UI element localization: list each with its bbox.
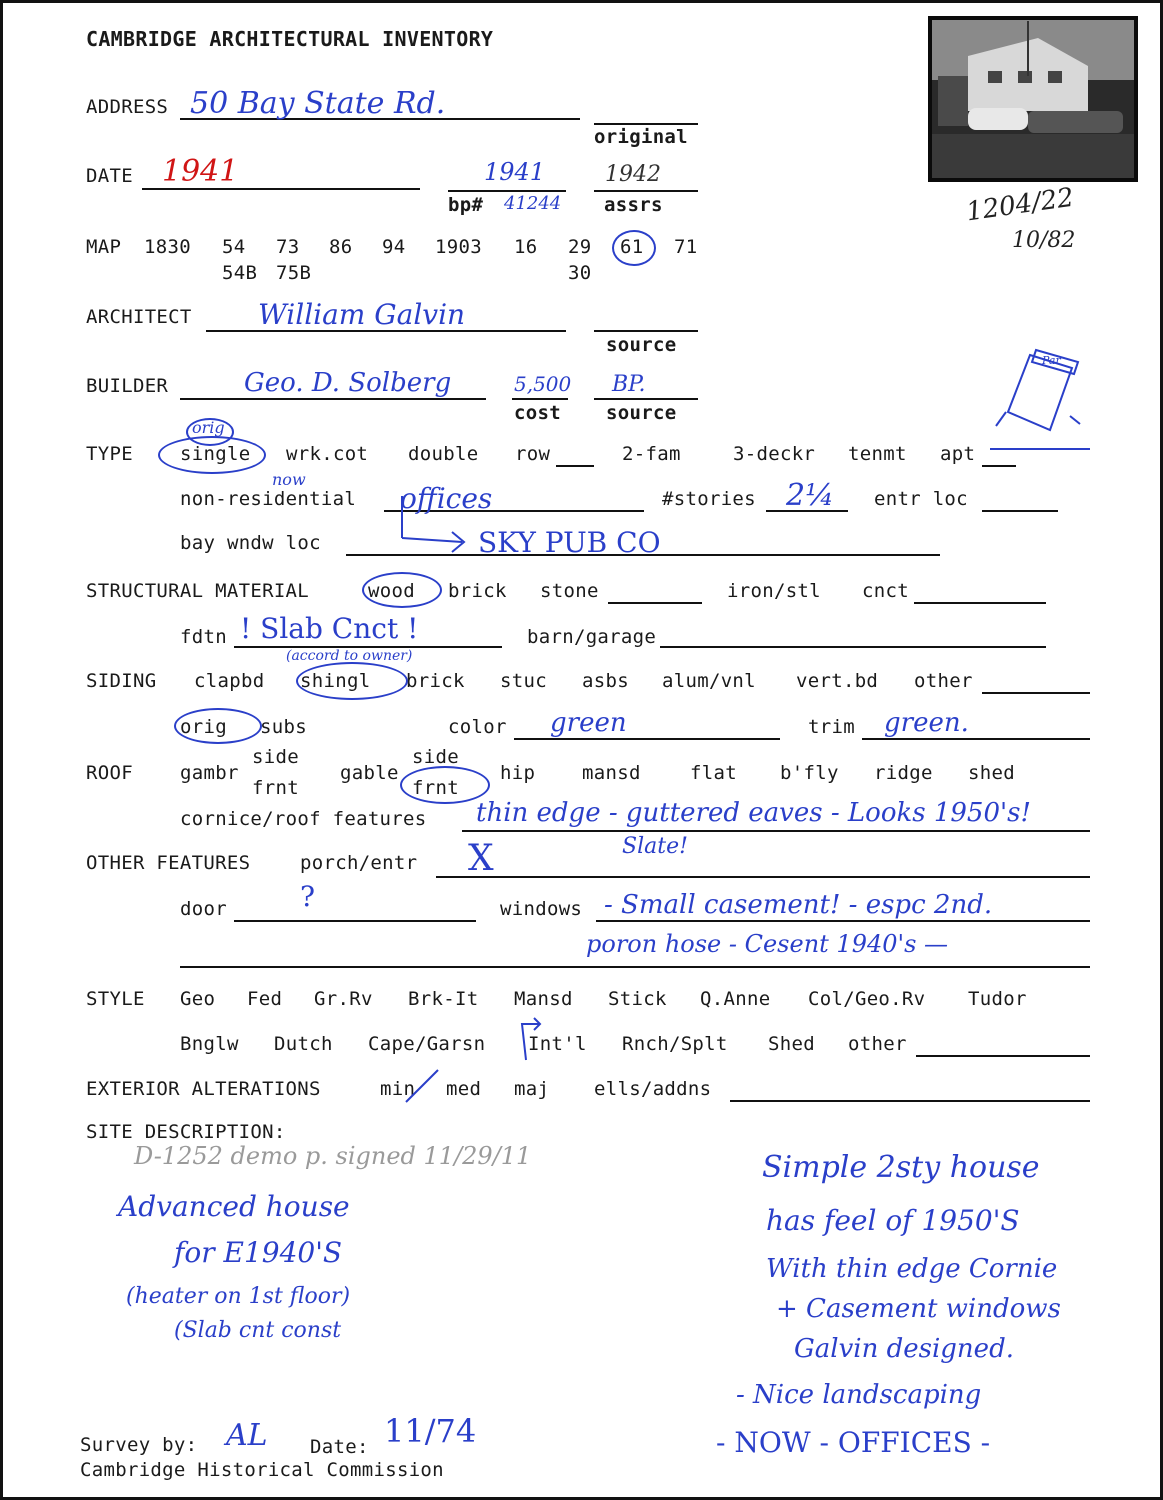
- type-single: single: [180, 443, 251, 465]
- map-1903: 1903: [435, 236, 482, 258]
- assrs-year: 1942: [605, 162, 661, 187]
- map-label: MAP: [86, 236, 122, 258]
- map-71: 71: [674, 236, 698, 258]
- building-photo: [928, 16, 1138, 182]
- type-tenmt: tenmt: [848, 443, 907, 465]
- map-16: 16: [514, 236, 538, 258]
- windows-label: windows: [500, 898, 583, 920]
- architect-source-label: source: [606, 334, 677, 356]
- nonres-value: offices: [400, 482, 493, 515]
- porch-line: [436, 876, 1090, 878]
- struct-brick: brick: [448, 580, 507, 602]
- roof-label: ROOF: [86, 762, 133, 784]
- cost-label: cost: [514, 402, 561, 424]
- bp-label: bp#: [448, 194, 484, 216]
- type-row: row: [515, 443, 551, 465]
- door-value: ?: [300, 880, 316, 913]
- struct-wood-circle: [362, 572, 442, 608]
- type-double: double: [408, 443, 479, 465]
- style-mansd: Mansd: [514, 988, 573, 1010]
- roof-flat: flat: [690, 762, 737, 784]
- form-title: CAMBRIDGE ARCHITECTURAL INVENTORY: [86, 27, 494, 51]
- site-left-note-2: for E1940'S: [174, 1236, 343, 1269]
- siding-vertbd: vert.bd: [796, 670, 879, 692]
- siding-subs: subs: [260, 716, 307, 738]
- map-73: 73: [276, 236, 300, 258]
- style-cape: Cape/Garsn: [368, 1033, 486, 1055]
- site-right-note-5: Galvin designed.: [794, 1334, 1014, 1364]
- siding-orig: orig: [180, 716, 227, 738]
- roof-frnt-1: frnt: [252, 777, 299, 799]
- style-brkit: Brk-It: [408, 988, 479, 1010]
- survey-label: Survey by:: [80, 1434, 198, 1456]
- color-label: color: [448, 716, 507, 738]
- door-line: [234, 920, 476, 922]
- footer-date-value: 11/74: [384, 1412, 477, 1450]
- roof-ridge: ridge: [874, 762, 933, 784]
- siding-clapbd: clapbd: [194, 670, 265, 692]
- stories-label: #stories: [662, 488, 756, 510]
- arrow-icon: [380, 490, 480, 560]
- fdtn-note: (accord to owner): [286, 648, 413, 664]
- siding-brick: brick: [406, 670, 465, 692]
- margin-note-1: 1204/22: [964, 182, 1076, 228]
- door-label: door: [180, 898, 227, 920]
- site-left-note-3: (heater on 1st floor): [126, 1284, 351, 1309]
- site-right-note-6: - Nice landscaping: [736, 1380, 982, 1410]
- siding-alum: alum/vnl: [662, 670, 756, 692]
- style-tudor: Tudor: [968, 988, 1027, 1010]
- struct-stone: stone: [540, 580, 599, 602]
- builder-source-line: [594, 398, 698, 400]
- original-label: original: [594, 126, 688, 148]
- map-54b: 54B: [222, 262, 258, 284]
- other-features-label: OTHER FEATURES: [86, 852, 251, 874]
- type-orig-note: orig: [192, 418, 225, 437]
- map-61-circle: [612, 230, 656, 266]
- nonres-label: non-residential: [180, 488, 357, 510]
- siding-stuc: stuc: [500, 670, 547, 692]
- bay-value: SKY PUB CO: [478, 526, 661, 559]
- style-fed: Fed: [247, 988, 283, 1010]
- builder-source-value: BP.: [612, 372, 646, 397]
- map-54: 54: [222, 236, 246, 258]
- builder-value: Geo. D. Solberg: [244, 368, 452, 398]
- style-geo: Geo: [180, 988, 216, 1010]
- windows-value: - Small casement! - espc 2nd.: [604, 890, 993, 920]
- architect-source-line: [594, 330, 698, 332]
- roof-mansd: mansd: [582, 762, 641, 784]
- builder-source-label: source: [606, 402, 677, 424]
- architect-label: ARCHITECT: [86, 306, 192, 328]
- struct-iron: iron/stl: [727, 580, 821, 602]
- struct-wood: wood: [368, 580, 415, 602]
- map-61: 61: [620, 236, 644, 258]
- style-other-line: [916, 1055, 1090, 1057]
- roof-side-2: side: [412, 746, 459, 768]
- row-line: [556, 465, 594, 467]
- footer-date-label: Date:: [310, 1436, 369, 1458]
- porch-value: X: [468, 838, 494, 879]
- cnct-line: [914, 602, 1046, 604]
- type-3deckr: 3-deckr: [733, 443, 816, 465]
- assrs-line: [594, 190, 698, 192]
- type-wrkcot: wrk.cot: [286, 443, 369, 465]
- roof-frnt-2: frnt: [412, 777, 459, 799]
- map-1830: 1830: [144, 236, 191, 258]
- alterations-label: EXTERIOR ALTERATIONS: [86, 1078, 321, 1100]
- slate-note: Slate!: [622, 834, 688, 859]
- siding-label: SIDING: [86, 670, 157, 692]
- site-right-note-1: Simple 2sty house: [762, 1150, 1040, 1185]
- site-right-note-2: has feel of 1950'S: [766, 1204, 1020, 1237]
- style-rnch: Rnch/Splt: [622, 1033, 728, 1055]
- cornice-label: cornice/roof features: [180, 808, 427, 830]
- style-shed: Shed: [768, 1033, 815, 1055]
- map-29: 29: [568, 236, 592, 258]
- siding-shingl: shingl: [300, 670, 371, 692]
- sketch-label: Par: [1042, 354, 1061, 367]
- roof-hip: hip: [500, 762, 536, 784]
- cost-line: [512, 398, 568, 400]
- trim-value: green.: [884, 708, 969, 738]
- bp-line: [448, 190, 566, 192]
- map-86: 86: [329, 236, 353, 258]
- site-right-note-7: - NOW - OFFICES -: [716, 1426, 991, 1459]
- alt-ells: ells/addns: [594, 1078, 712, 1100]
- struct-cnct: cnct: [862, 580, 909, 602]
- barn-label: barn/garage: [527, 626, 657, 648]
- roof-shed: shed: [968, 762, 1015, 784]
- roof-bfly: b'fly: [780, 762, 839, 784]
- style-other: other: [848, 1033, 907, 1055]
- stories-value: 2¼: [786, 478, 835, 513]
- siding-other: other: [914, 670, 973, 692]
- cornice-line: [462, 830, 1090, 832]
- roof-gable: gable: [340, 762, 399, 784]
- stone-line: [608, 602, 702, 604]
- siding-orig-circle: [174, 708, 262, 744]
- fdtn-label: fdtn: [180, 626, 227, 648]
- bay-label: bay wndw loc: [180, 532, 321, 554]
- entr-loc-line: [982, 510, 1058, 512]
- color-line: [514, 738, 780, 740]
- original-line: [594, 123, 698, 125]
- type-2fam: 2-fam: [622, 443, 681, 465]
- builder-label: BUILDER: [86, 375, 169, 397]
- fdtn-value: ! Slab Cnct !: [240, 612, 419, 645]
- windows-line: [596, 920, 1090, 922]
- cornice-value: thin edge - guttered eaves - Looks 1950's!: [476, 798, 1031, 828]
- style-qanne: Q.Anne: [700, 988, 771, 1010]
- address-value: 50 Bay State Rd.: [190, 86, 446, 121]
- style-dutch: Dutch: [274, 1033, 333, 1055]
- architect-value: William Galvin: [258, 298, 466, 331]
- type-apt: apt: [940, 443, 976, 465]
- entr-loc-label: entr loc: [874, 488, 968, 510]
- alt-med: med: [446, 1078, 482, 1100]
- siding-shingl-circle: [296, 662, 408, 700]
- site-sketch: [990, 340, 1100, 440]
- alt-min: min: [380, 1078, 416, 1100]
- trim-label: trim: [808, 716, 855, 738]
- date-label: DATE: [86, 165, 133, 187]
- windows-line-2: [180, 966, 1090, 968]
- alt-maj: maj: [514, 1078, 550, 1100]
- address-label: ADDRESS: [86, 96, 169, 118]
- alt-slash-mark: [400, 1066, 450, 1106]
- map-30: 30: [568, 262, 592, 284]
- site-left-note-4: (Slab cnt const: [174, 1318, 342, 1343]
- map-75b: 75B: [276, 262, 312, 284]
- site-label: SITE DESCRIPTION:: [86, 1121, 286, 1143]
- sketch-underline: [990, 448, 1090, 450]
- color-value: green: [550, 708, 627, 738]
- builder-cost-value: 5,500: [514, 372, 572, 396]
- style-intl: Int'l: [528, 1033, 587, 1055]
- map-94: 94: [382, 236, 406, 258]
- site-right-note-3: With thin edge Cornie: [766, 1254, 1058, 1284]
- windows-value-2: poron hose - Cesent 1940's —: [586, 930, 949, 958]
- type-label: TYPE: [86, 443, 133, 465]
- style-stick: Stick: [608, 988, 667, 1010]
- porch-label: porch/entr: [300, 852, 418, 874]
- builder-line: [180, 398, 486, 400]
- ells-line: [730, 1100, 1090, 1102]
- type-now-note: now: [272, 470, 306, 489]
- style-grrv: Gr.Rv: [314, 988, 373, 1010]
- barn-line: [660, 646, 1046, 648]
- commission-label: Cambridge Historical Commission: [80, 1459, 444, 1481]
- structural-label: STRUCTURAL MATERIAL: [86, 580, 310, 602]
- date-value: 1941: [162, 154, 239, 189]
- bp-year: 1941: [484, 158, 546, 186]
- apt-line: [982, 465, 1016, 467]
- margin-note-2: 10/82: [1012, 228, 1076, 253]
- trim-line: [862, 738, 1090, 740]
- site-right-note-4: + Casement windows: [776, 1294, 1061, 1324]
- assrs-label: assrs: [604, 194, 663, 216]
- style-colgeo: Col/Geo.Rv: [808, 988, 926, 1010]
- style-bnglw: Bnglw: [180, 1033, 239, 1055]
- site-left-note-1: Advanced house: [118, 1190, 350, 1223]
- roof-gambr: gambr: [180, 762, 239, 784]
- siding-asbs: asbs: [582, 670, 629, 692]
- roof-side-1: side: [252, 746, 299, 768]
- survey-value: AL: [226, 1418, 268, 1453]
- siding-other-line: [982, 692, 1090, 694]
- bp-number: 41244: [504, 193, 562, 214]
- site-pencil-note: D-1252 demo p. signed 11/29/11: [134, 1142, 532, 1170]
- style-label: STYLE: [86, 988, 145, 1010]
